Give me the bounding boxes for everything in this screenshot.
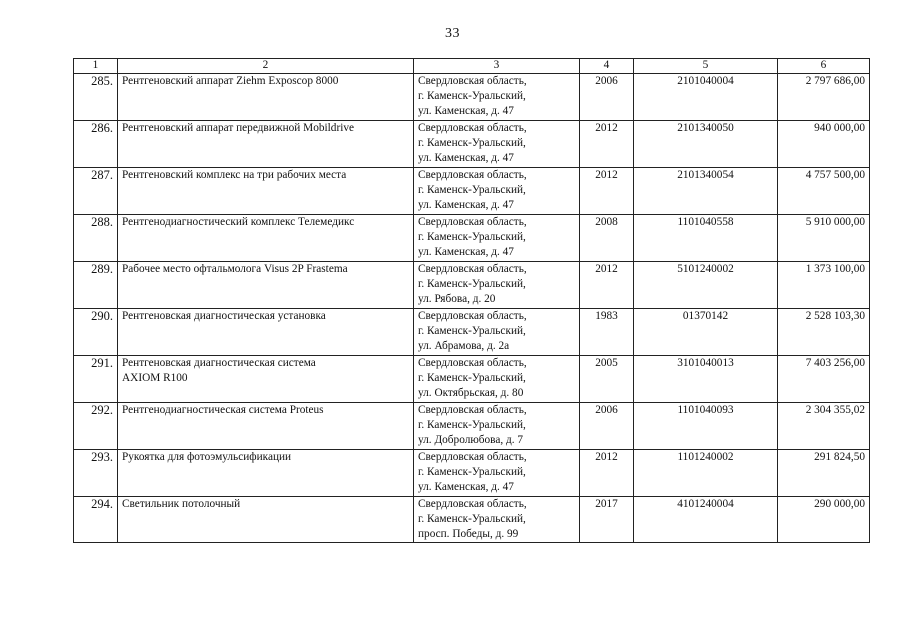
item-year: 2012 bbox=[580, 262, 634, 309]
table-body bbox=[74, 74, 870, 543]
column-header-5: 5 bbox=[634, 59, 778, 74]
item-name-line: Рентгенодиагностический комплекс Телемедикс bbox=[122, 216, 355, 228]
table-row bbox=[74, 168, 870, 215]
book-value: 940 000,00 bbox=[778, 121, 870, 168]
inventory-number: 4101240004 bbox=[634, 497, 778, 543]
table-row bbox=[74, 497, 870, 543]
column-header-1: 1 bbox=[74, 59, 118, 74]
book-value: 7 403 256,00 bbox=[778, 356, 870, 403]
book-value: 290 000,00 bbox=[778, 497, 870, 543]
inventory-number: 3101040013 bbox=[634, 356, 778, 403]
item-name-line: Рентгеновский аппарат передвижной Mobildrive bbox=[122, 122, 355, 134]
item-year: 2012 bbox=[580, 168, 634, 215]
item-name-line: Рентгеновский аппарат Ziehm Exposcop 8000 bbox=[122, 75, 339, 87]
item-year: 2008 bbox=[580, 215, 634, 262]
address-line: г. Каменск-Уральский, bbox=[418, 278, 526, 290]
item-year: 2012 bbox=[580, 450, 634, 497]
address-line: г. Каменск-Уральский, bbox=[418, 184, 526, 196]
address-line: ул. Добролюбова, д. 7 bbox=[418, 434, 524, 446]
address-line: ул. Рябова, д. 20 bbox=[418, 293, 496, 305]
book-value: 2 528 103,30 bbox=[778, 309, 870, 356]
address-line: Свердловская область, bbox=[418, 75, 527, 87]
row-number: 289. bbox=[74, 262, 118, 309]
address-line: г. Каменск-Уральский, bbox=[418, 466, 526, 478]
address-line: г. Каменск-Уральский, bbox=[418, 90, 526, 102]
address-line: ул. Каменская, д. 47 bbox=[418, 105, 514, 117]
book-value: 4 757 500,00 bbox=[778, 168, 870, 215]
book-value: 291 824,50 bbox=[778, 450, 870, 497]
item-name bbox=[118, 309, 414, 356]
item-address bbox=[414, 121, 580, 168]
table-row bbox=[74, 403, 870, 450]
book-value: 1 373 100,00 bbox=[778, 262, 870, 309]
item-name-line: AXIOM R100 bbox=[122, 372, 188, 384]
table-row bbox=[74, 121, 870, 168]
item-name-line: Светильник потолочный bbox=[122, 498, 241, 510]
item-address bbox=[414, 215, 580, 262]
page-number: 33 bbox=[445, 26, 460, 41]
address-line: Свердловская область, bbox=[418, 263, 527, 275]
address-line: г. Каменск-Уральский, bbox=[418, 513, 526, 525]
row-number: 287. bbox=[74, 168, 118, 215]
address-line: Свердловская область, bbox=[418, 216, 527, 228]
row-number: 290. bbox=[74, 309, 118, 356]
book-value: 5 910 000,00 bbox=[778, 215, 870, 262]
address-line: ул. Октябрьская, д. 80 bbox=[418, 387, 524, 399]
item-name bbox=[118, 121, 414, 168]
property-registry-table bbox=[73, 58, 870, 543]
item-name bbox=[118, 497, 414, 543]
address-line: ул. Абрамова, д. 2а bbox=[418, 340, 510, 352]
table-row bbox=[74, 262, 870, 309]
table-row bbox=[74, 356, 870, 403]
address-line: Свердловская область, bbox=[418, 357, 527, 369]
address-line: Свердловская область, bbox=[418, 169, 527, 181]
address-line: Свердловская область, bbox=[418, 451, 527, 463]
item-name-line: Рабочее место офтальмолога Visus 2P Frastema bbox=[122, 263, 348, 275]
inventory-number: 1101240002 bbox=[634, 450, 778, 497]
address-line: Свердловская область, bbox=[418, 310, 527, 322]
inventory-number: 2101340054 bbox=[634, 168, 778, 215]
item-year: 2006 bbox=[580, 74, 634, 121]
table-row bbox=[74, 74, 870, 121]
item-name bbox=[118, 356, 414, 403]
address-line: Свердловская область, bbox=[418, 122, 527, 134]
column-number-row bbox=[74, 59, 870, 74]
column-header-6: 6 bbox=[778, 59, 870, 74]
item-name-line: Рентгеновская диагностическая установка bbox=[122, 310, 326, 322]
address-line: Свердловская область, bbox=[418, 498, 527, 510]
row-number: 288. bbox=[74, 215, 118, 262]
inventory-number: 2101040004 bbox=[634, 74, 778, 121]
item-year: 2005 bbox=[580, 356, 634, 403]
item-name bbox=[118, 450, 414, 497]
item-name bbox=[118, 262, 414, 309]
address-line: г. Каменск-Уральский, bbox=[418, 137, 526, 149]
item-name bbox=[118, 168, 414, 215]
item-year: 1983 bbox=[580, 309, 634, 356]
address-line: просп. Победы, д. 99 bbox=[418, 528, 519, 540]
table-row bbox=[74, 309, 870, 356]
address-line: ул. Каменская, д. 47 bbox=[418, 246, 514, 258]
address-line: г. Каменск-Уральский, bbox=[418, 325, 526, 337]
item-name-line: Рентгенодиагностическая система Proteus bbox=[122, 404, 324, 416]
inventory-number: 5101240002 bbox=[634, 262, 778, 309]
address-line: ул. Каменская, д. 47 bbox=[418, 481, 514, 493]
item-address bbox=[414, 356, 580, 403]
item-address bbox=[414, 497, 580, 543]
address-line: г. Каменск-Уральский, bbox=[418, 419, 526, 431]
column-header-3: 3 bbox=[414, 59, 580, 74]
inventory-number: 01370142 bbox=[634, 309, 778, 356]
item-name bbox=[118, 74, 414, 121]
row-number: 293. bbox=[74, 450, 118, 497]
item-year: 2017 bbox=[580, 497, 634, 543]
book-value: 2 304 355,02 bbox=[778, 403, 870, 450]
address-line: ул. Каменская, д. 47 bbox=[418, 152, 514, 164]
item-name-line: Рентгеновский комплекс на три рабочих места bbox=[122, 169, 347, 181]
column-header-4: 4 bbox=[580, 59, 634, 74]
item-address bbox=[414, 168, 580, 215]
table-row bbox=[74, 215, 870, 262]
item-year: 2012 bbox=[580, 121, 634, 168]
item-address bbox=[414, 450, 580, 497]
inventory-number: 2101340050 bbox=[634, 121, 778, 168]
inventory-number: 1101040558 bbox=[634, 215, 778, 262]
item-address bbox=[414, 262, 580, 309]
item-year: 2006 bbox=[580, 403, 634, 450]
book-value: 2 797 686,00 bbox=[778, 74, 870, 121]
item-address bbox=[414, 309, 580, 356]
address-line: г. Каменск-Уральский, bbox=[418, 231, 526, 243]
address-line: Свердловская область, bbox=[418, 404, 527, 416]
address-line: г. Каменск-Уральский, bbox=[418, 372, 526, 384]
inventory-number: 1101040093 bbox=[634, 403, 778, 450]
column-header-2: 2 bbox=[118, 59, 414, 74]
item-name-line: Рукоятка для фотоэмульсификации bbox=[122, 451, 292, 463]
item-name bbox=[118, 403, 414, 450]
table-row bbox=[74, 450, 870, 497]
row-number: 292. bbox=[74, 403, 118, 450]
row-number: 291. bbox=[74, 356, 118, 403]
item-address bbox=[414, 74, 580, 121]
row-number: 285. bbox=[74, 74, 118, 121]
item-address bbox=[414, 403, 580, 450]
item-name-line: Рентгеновская диагностическая система bbox=[122, 357, 316, 369]
row-number: 286. bbox=[74, 121, 118, 168]
row-number: 294. bbox=[74, 497, 118, 543]
item-name bbox=[118, 215, 414, 262]
address-line: ул. Каменская, д. 47 bbox=[418, 199, 514, 211]
